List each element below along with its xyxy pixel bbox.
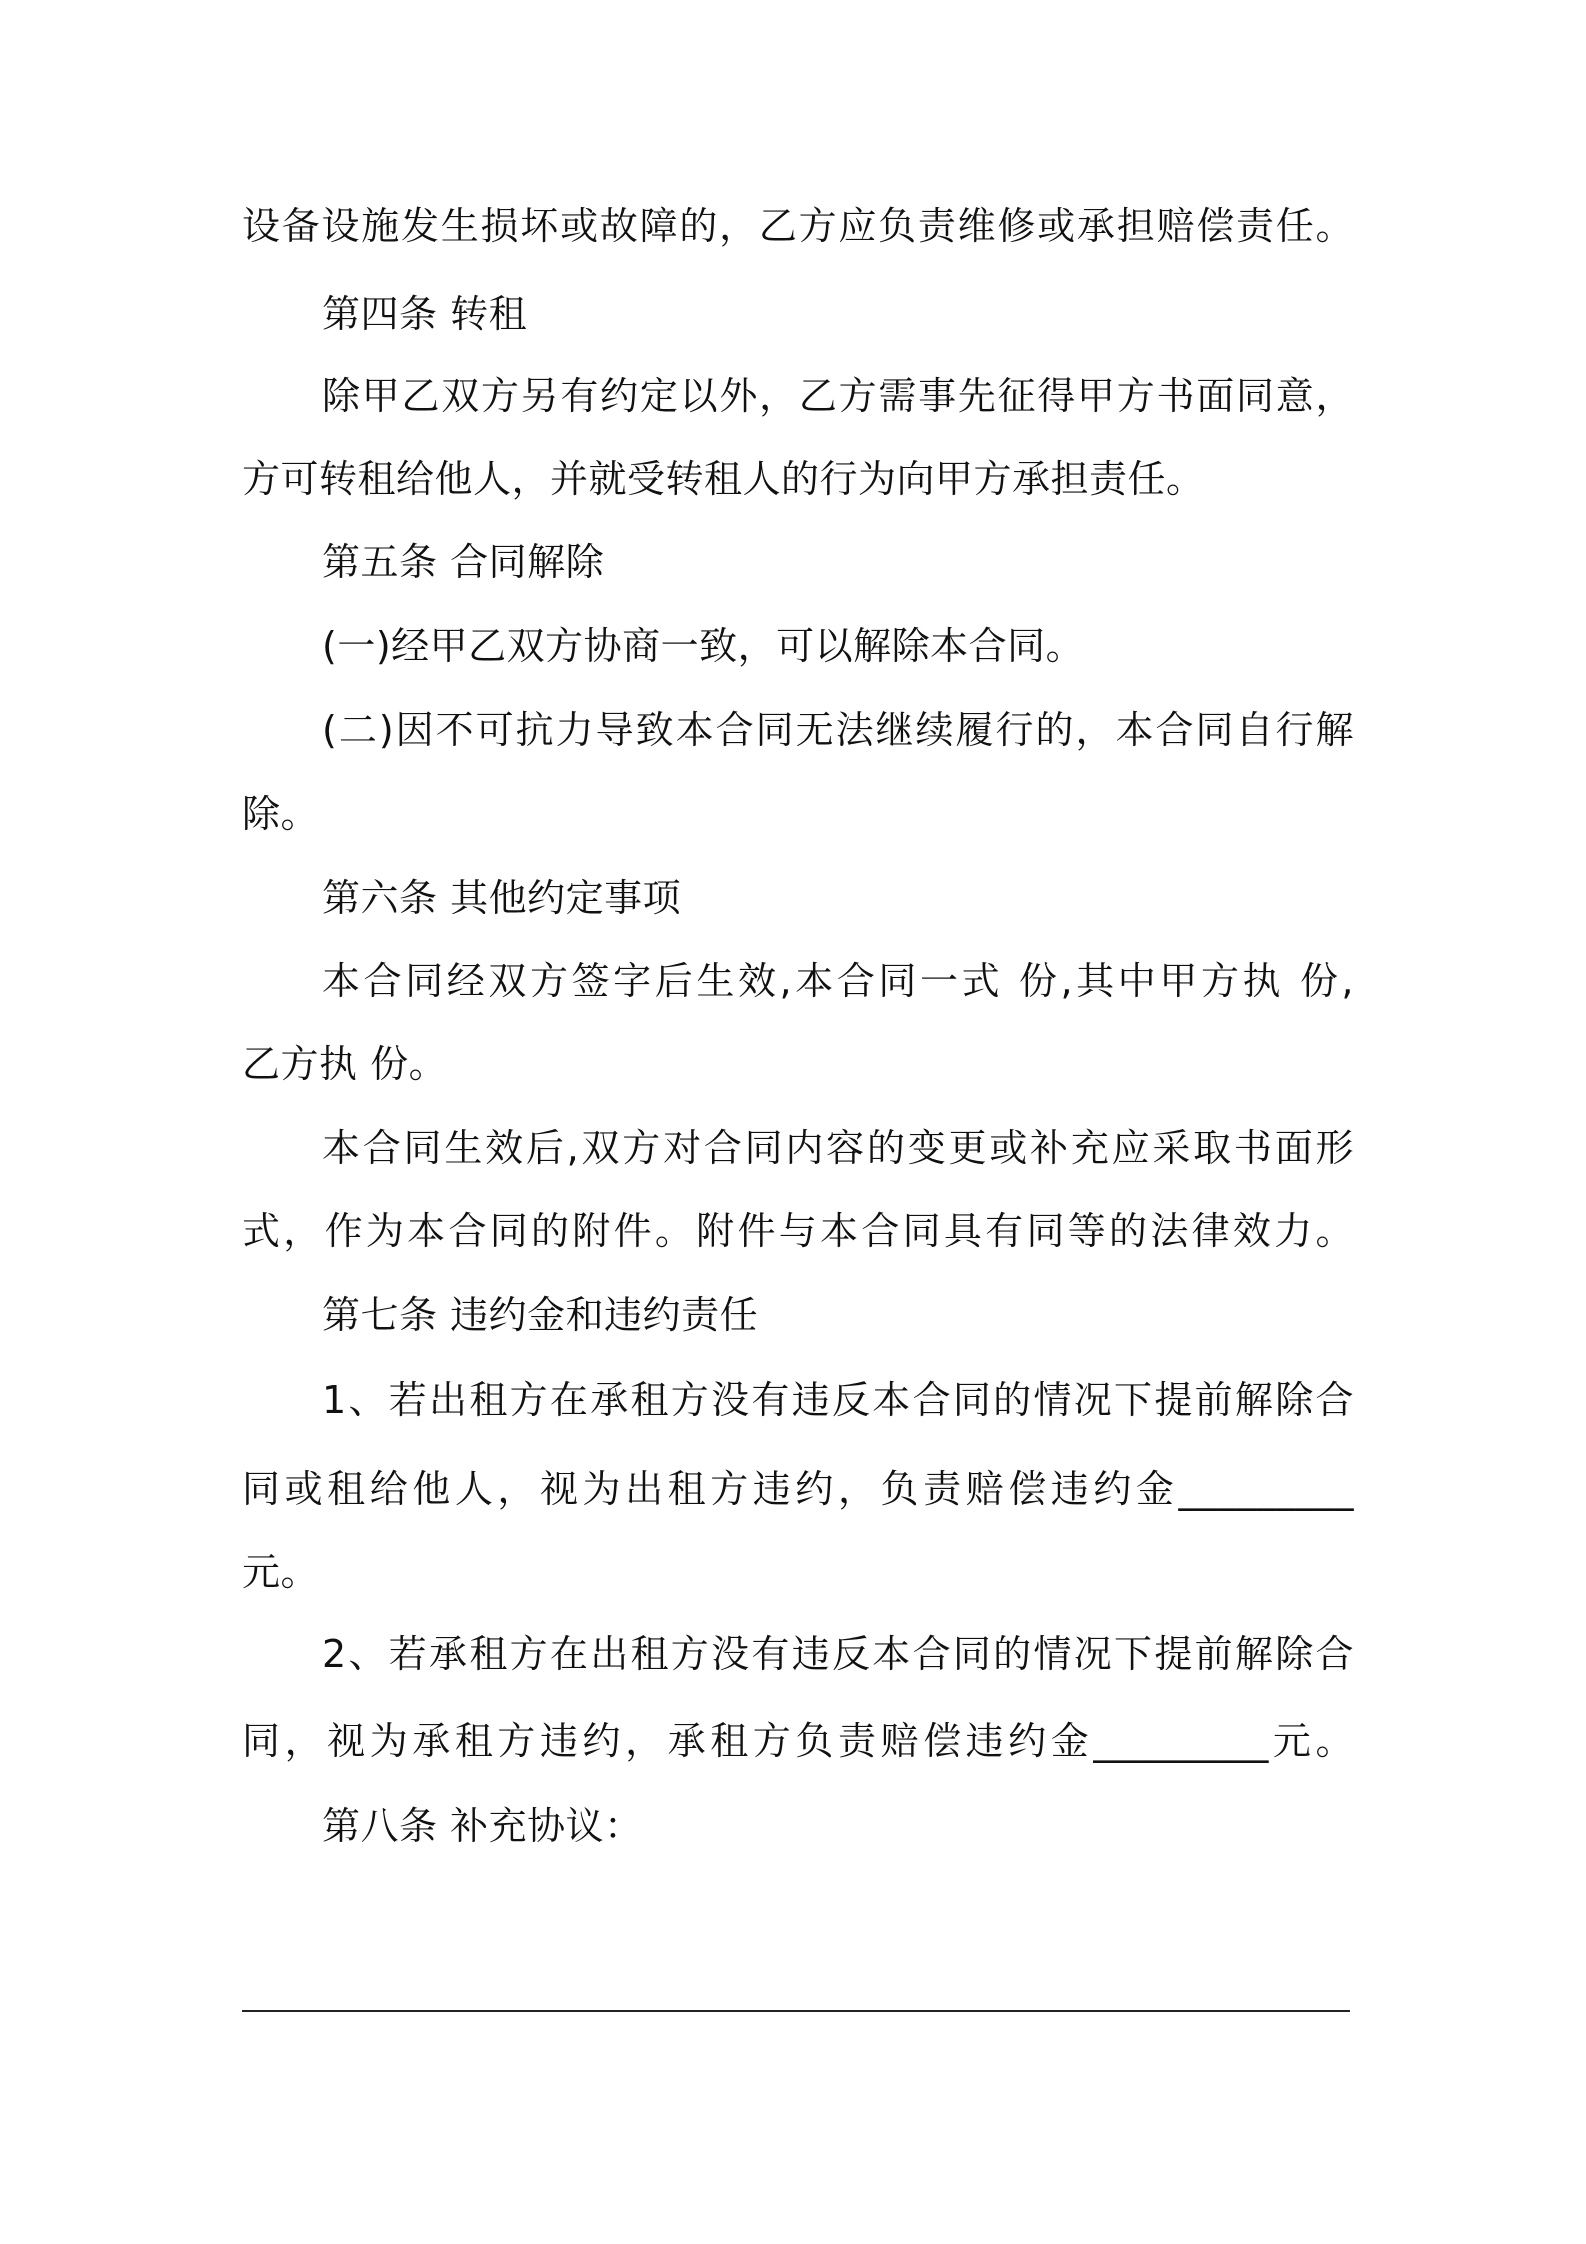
paragraph-line: 本合同经双方签字后生效,本合同一式 份,其中甲方执 份, <box>322 959 1354 1003</box>
article-4-heading: 第四条 转租 <box>322 292 528 336</box>
paragraph-line: 本合同生效后,双方对合同内容的变更或补充应采取书面形 <box>322 1126 1354 1170</box>
supplementary-agreement-blank-line <box>242 2010 1350 2012</box>
clause-line: (二)因不可抗力导致本合同无法继续履行的，本合同自行解 <box>322 708 1354 752</box>
clause-line: 1、若出租方在承租方没有违反本合同的情况下提前解除合 <box>322 1378 1354 1422</box>
article-5-heading: 第五条 合同解除 <box>322 540 605 584</box>
paragraph-line: 方可转租给他人，并就受转租人的行为向甲方承担责任。 <box>242 457 1205 501</box>
paragraph-line: 除甲乙双方另有约定以外，乙方需事先征得甲方书面同意， <box>322 374 1354 418</box>
paragraph-line: 式，作为本合同的附件。附件与本合同具有同等的法律效力。 <box>242 1209 1354 1253</box>
paragraph-line: 乙方执 份。 <box>242 1042 448 1086</box>
paragraph-line: 除。 <box>242 792 320 836</box>
article-6-heading: 第六条 其他约定事项 <box>322 876 682 920</box>
paragraph-line: 同或租给他人，视为出租方违约，负责赔偿违约金_________ <box>242 1467 1354 1511</box>
paragraph-line: 同，视为承租方违约，承租方负责赔偿违约金_________元。 <box>242 1719 1354 1763</box>
clause-line: (一)经甲乙双方协商一致，可以解除本合同。 <box>322 624 1085 668</box>
article-7-heading: 第七条 违约金和违约责任 <box>322 1293 759 1337</box>
paragraph-line: 元。 <box>242 1550 320 1594</box>
paragraph-line: 设备设施发生损坏或故障的，乙方应负责维修或承担赔偿责任。 <box>242 204 1354 248</box>
article-8-heading: 第八条 补充协议： <box>322 1804 643 1848</box>
clause-line: 2、若承租方在出租方没有违反本合同的情况下提前解除合 <box>322 1632 1354 1676</box>
